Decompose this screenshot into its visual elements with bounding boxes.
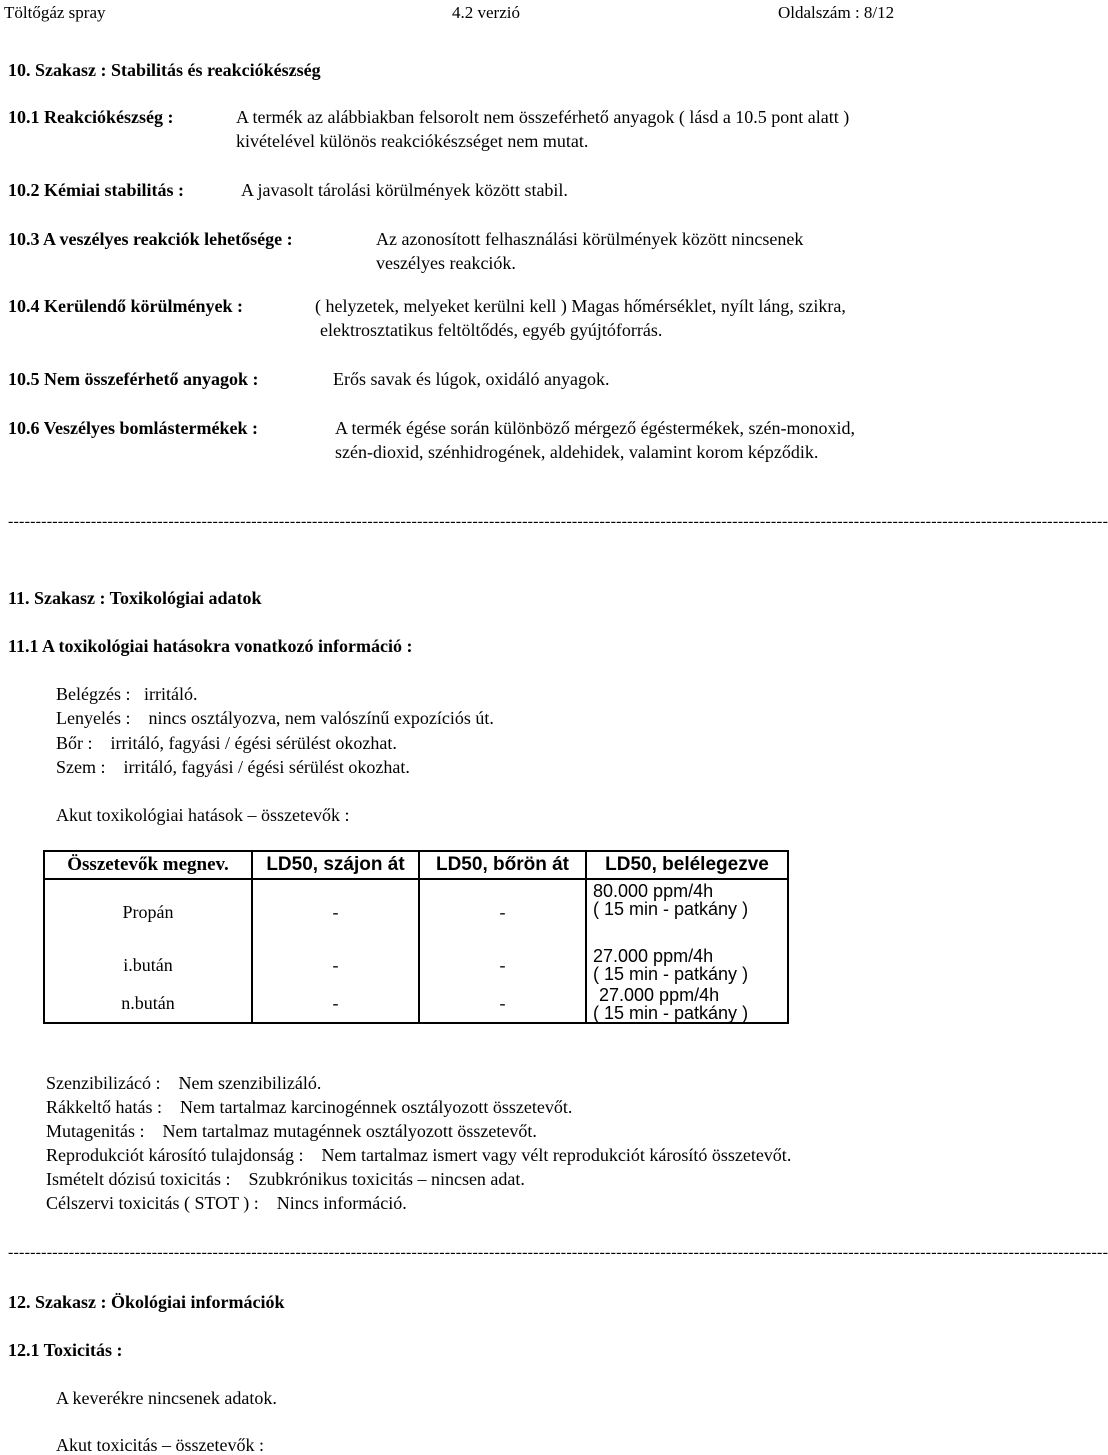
section-11-title: 11. Szakasz : Toxikológiai adatok	[8, 588, 262, 608]
cell-inhalation	[586, 945, 788, 985]
section-10-title: 10. Szakasz : Stabilitás és reakciókészség	[8, 60, 321, 80]
route-skin: Bőr : irritáló, fagyási / égési sérülést okozhat.	[56, 733, 397, 753]
s12-acute-label: Akut toxicitás – összetevők :	[56, 1435, 264, 1455]
col-header-oral: LD50, szájon át	[252, 851, 419, 879]
cell-dermal: -	[419, 945, 586, 985]
inhalation-note: ( 15 min - patkány )	[593, 964, 749, 984]
s10-6-label: 10.6 Veszélyes bomlástermékek :	[8, 418, 258, 438]
repeated-dose-toxicity: Ismételt dózisú toxicitás : Szubkrónikus toxicitás – nincsen adat.	[46, 1169, 525, 1189]
s10-6-line1: A termék égése során különböző mérgező égéstermékek, szén-monoxid,	[335, 418, 855, 438]
cell-oral: -	[252, 945, 419, 985]
separator-1: -------------------------------------------------------------------------------------------------------------------------------------------------------------------------------------------------------	[8, 513, 1108, 530]
header-page: Oldalszám : 8/12	[778, 3, 895, 22]
inhalation-value: 27.000 ppm/4h	[599, 984, 720, 1005]
inhalation-note: ( 15 min - patkány )	[593, 899, 749, 919]
separator-2: -------------------------------------------------------------------------------------------------------------------------------------------------------------------------------------------------------	[8, 1244, 1108, 1261]
mutagenicity: Mutagenitás : Nem tartalmaz mutagénnek osztályozott összetevőt.	[46, 1121, 537, 1141]
inhalation-note: ( 15 min - patkány )	[593, 1002, 749, 1023]
col-header-name: Összetevők megnev.	[44, 851, 252, 879]
carcinogenicity: Rákkeltő hatás : Nem tartalmaz karcinogénnek osztályozott összetevőt.	[46, 1097, 573, 1117]
cell-name: Propán	[44, 879, 252, 945]
s10-2-label: 10.2 Kémiai stabilitás :	[8, 180, 184, 200]
s10-3-line1: Az azonosított felhasználási körülmények között nincsenek	[376, 229, 804, 249]
s10-2-text: A javasolt tárolási körülmények között stabil.	[241, 180, 568, 200]
route-ingestion: Lenyelés : nincs osztályozva, nem valószínű expozíciós út.	[56, 708, 494, 728]
col-header-inhalation: LD50, belélegezve	[586, 851, 788, 879]
route-eye: Szem : irritáló, fagyási / égési sérülést okozhat.	[56, 757, 410, 777]
col-header-dermal: LD50, bőrön át	[419, 851, 586, 879]
s10-6-line2: szén-dioxid, szénhidrogének, aldehidek, valamint korom képződik.	[335, 442, 819, 462]
s12-1-text: A keverékre nincsenek adatok.	[56, 1388, 277, 1408]
sensitization: Szenzibilizácó : Nem szenzibilizáló.	[46, 1073, 322, 1093]
cell-dermal: -	[419, 985, 586, 1023]
acute-tox-label: Akut toxikológiai hatások – összetevők :	[56, 805, 350, 825]
cell-dermal: -	[419, 879, 586, 945]
stot: Célszervi toxicitás ( STOT ) : Nincs információ.	[46, 1193, 407, 1213]
inhalation-value: 80.000 ppm/4h	[593, 881, 714, 901]
table-row	[44, 879, 788, 945]
s10-3-label: 10.3 A veszélyes reakciók lehetősége :	[8, 229, 293, 249]
s10-1-line1: A termék az alábbiakban felsorolt nem összeférhető anyagok ( lásd a 10.5 pont alatt )	[236, 107, 850, 127]
cell-name: i.bután	[44, 945, 252, 985]
s10-1-label: 10.1 Reakciókészség :	[8, 107, 174, 127]
s10-3-line2: veszélyes reakciók.	[376, 253, 516, 273]
header-version: 4.2 verzió	[452, 3, 520, 22]
s10-1-line2: kivételével különös reakciókészséget nem mutat.	[236, 131, 589, 151]
s10-5-label: 10.5 Nem összeférhető anyagok :	[8, 369, 259, 389]
cell-name: n.bután	[44, 985, 252, 1023]
s10-4-label: 10.4 Kerülendő körülmények :	[8, 296, 244, 316]
s11-1-heading: 11.1 A toxikológiai hatásokra vonatkozó információ :	[8, 636, 413, 656]
table-header-row	[44, 851, 788, 879]
cell-inhalation	[586, 985, 788, 1023]
acute-toxicity-table	[43, 850, 789, 1024]
s10-4-line1: ( helyzetek, melyeket kerülni kell ) Magas hőmérséklet, nyílt láng, szikra,	[315, 296, 846, 316]
table-row	[44, 945, 788, 985]
route-inhalation: Belégzés : irritáló.	[56, 684, 198, 704]
cell-inhalation	[586, 879, 788, 945]
s12-1-heading: 12.1 Toxicitás :	[8, 1340, 123, 1360]
inhalation-value: 27.000 ppm/4h	[593, 946, 714, 966]
s10-5-text: Erős savak és lúgok, oxidáló anyagok.	[333, 369, 610, 389]
reproductive-toxicity: Reprodukciót károsító tulajdonság : Nem tartalmaz ismert vagy vélt reprodukciót károsító összetevőt.	[46, 1145, 792, 1165]
header-product: Töltőgáz spray	[4, 3, 106, 22]
section-12-title: 12. Szakasz : Ökológiai információk	[8, 1292, 285, 1312]
cell-oral: -	[252, 879, 419, 945]
table-row	[44, 985, 788, 1023]
s10-4-line2: elektrosztatikus feltöltődés, egyéb gyújtóforrás.	[320, 320, 663, 340]
cell-oral: -	[252, 985, 419, 1023]
